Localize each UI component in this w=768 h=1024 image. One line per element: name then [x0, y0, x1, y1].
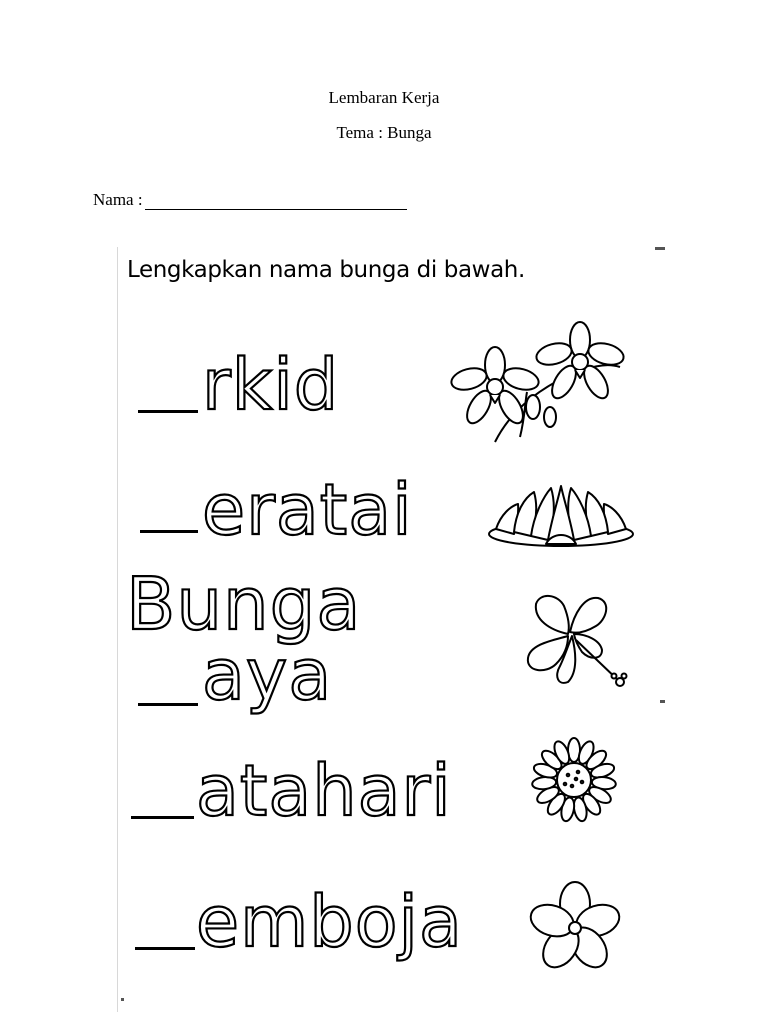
hibiscus-icon: [520, 590, 635, 690]
instruction-text: Lengkapkan nama bunga di bawah.: [127, 257, 525, 283]
answer-blank: [138, 410, 198, 413]
lotus-icon: [486, 484, 636, 549]
scan-speck: [655, 247, 665, 250]
theme-label: Tema : Bunga: [336, 123, 432, 142]
outlined-word: eratai: [202, 469, 413, 551]
orchid-icon: [455, 322, 635, 447]
name-field: [93, 190, 407, 210]
outlined-word: rkid: [202, 344, 340, 426]
sunflower-icon: [519, 738, 629, 822]
frangipani-icon: [522, 882, 628, 974]
answer-blank: [131, 816, 194, 819]
scan-speck: [660, 700, 665, 703]
answer-blank: [140, 530, 198, 533]
outlined-word: atahari: [196, 750, 452, 832]
page-title: Lembaran Kerja: [328, 88, 440, 107]
name-label: Nama :: [93, 190, 143, 209]
outlined-word: emboja: [196, 881, 463, 963]
scan-speck: [121, 998, 124, 1001]
answer-blank: [135, 947, 195, 950]
outlined-word: Bunga: [126, 562, 362, 646]
name-blank-line: [145, 194, 407, 210]
outlined-word: aya: [202, 634, 333, 716]
scan-edge-line: [117, 247, 118, 1012]
answer-blank: [138, 703, 198, 706]
